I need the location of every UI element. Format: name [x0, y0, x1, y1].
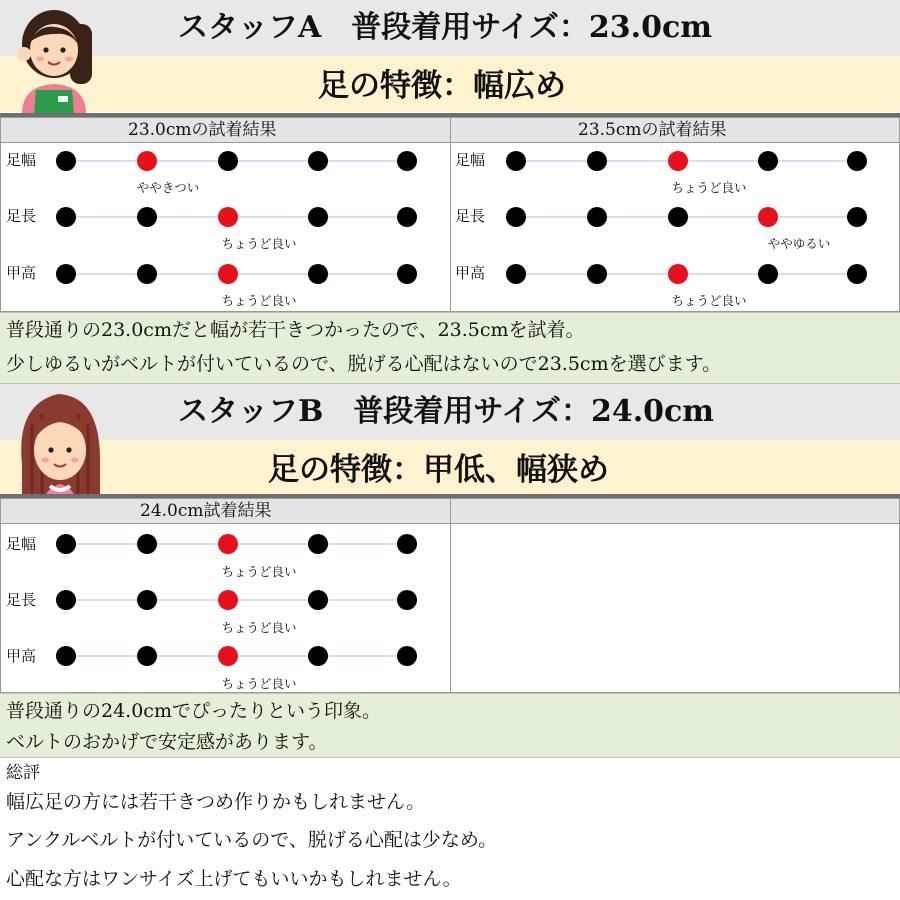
panel-a1-row-2-label: 甲高	[6, 264, 37, 282]
panel-a2-row-2-scale-point-4	[758, 264, 778, 284]
summary-heading: 総評	[6, 763, 40, 783]
panel-b1-row-1-caption: ちょうど良い	[221, 620, 297, 635]
panel-b2	[450, 523, 900, 693]
panel-a2-row-0-label: 足幅	[455, 151, 486, 169]
panel-a1-row-1-scale	[0, 206, 450, 228]
panel-b1-row-0-scale-point-2	[137, 534, 157, 554]
panel-b1-heading: 24.0cm試着結果	[140, 501, 272, 521]
panel-a1-row-1-scale-selected-point-3	[218, 207, 238, 227]
panel-a2-row-1-caption: ややゆるい	[767, 236, 831, 251]
panel-a2-row-2-scale-selected-point-3	[668, 264, 688, 284]
panel-a2-heading: 23.5cmの試着結果	[578, 120, 727, 140]
staff-a-comment-line-0: 普段通りの23.0cmだと幅が若干きつかったので、23.5cmを試着。	[6, 319, 585, 341]
staff-woman-green-apron-icon	[10, 4, 100, 114]
summary-line-2: 心配な方はワンサイズ上げてもいいかもしれません。	[6, 868, 462, 890]
panel-b1-row-0-scale-point-4	[308, 534, 328, 554]
panel-a1-row-0-label: 足幅	[6, 151, 37, 169]
panel-a2-row-0-scale	[450, 150, 900, 172]
panel-a2-row-0-scale-point-4	[758, 151, 778, 171]
panel-a2-row-1-label: 足長	[455, 207, 486, 225]
panel-a2-row-2-scale	[450, 263, 900, 285]
panel-a2-row-1-scale-point-3	[668, 207, 688, 227]
panel-a1-row-0-caption: ややきつい	[136, 180, 200, 195]
panel-a1-row-2-scale-selected-point-3	[218, 264, 238, 284]
panel-a2-row-1-scale-point-5	[847, 207, 867, 227]
panel-b1-row-2-scale-point-4	[308, 646, 328, 666]
panel-b1-row-1-scale	[0, 589, 450, 611]
panel-a1-row-0-scale-point-4	[308, 151, 328, 171]
panel-a1-row-1-scale-point-1	[56, 207, 76, 227]
panel-b1-row-2-caption: ちょうど良い	[221, 676, 297, 691]
panel-b1-row-1-label: 足長	[6, 591, 37, 609]
staff-b-title: スタッフB 普段着用サイズ：24.0cm	[178, 394, 715, 429]
panel-a2-row-0-scale-point-1	[506, 151, 526, 171]
panel-b1-row-1-scale-point-1	[56, 590, 76, 610]
panel-a2-row-2-scale-point-1	[506, 264, 526, 284]
panel-b1-row-0-scale-point-5	[397, 534, 417, 554]
panel-a2-row-2-label: 甲高	[455, 264, 486, 282]
panel-a1-row-0-scale-point-5	[397, 151, 417, 171]
panel-a1-row-0-scale	[0, 150, 450, 172]
staff-b-comment-line-1: ベルトのおかげで安定感があります。	[6, 731, 328, 753]
summary-line-1: アンクルベルトが付いているので、脱げる心配は少なめ。	[6, 829, 498, 851]
panel-a2-row-2-caption: ちょうど良い	[671, 293, 747, 308]
panel-b1-row-2-scale	[0, 645, 450, 667]
panel-b1-row-0-scale-point-1	[56, 534, 76, 554]
panel-a1-row-2-scale	[0, 263, 450, 285]
panel-b1-row-1-scale-selected-point-3	[218, 590, 238, 610]
staff-b-feature: 足の特徴：甲低、幅狭め	[268, 452, 609, 488]
panel-b1-row-0-scale-selected-point-3	[218, 534, 238, 554]
panel-b1-row-2-scale-selected-point-3	[218, 646, 238, 666]
panel-a2-row-0-scale-point-2	[587, 151, 607, 171]
panel-b1-row-0-scale	[0, 533, 450, 555]
panel-a1-row-0-scale-point-1	[56, 151, 76, 171]
panel-a1-row-1-caption: ちょうど良い	[221, 236, 297, 251]
panel-a1-row-1-scale-point-4	[308, 207, 328, 227]
panel-b1-row-1-scale-point-4	[308, 590, 328, 610]
summary-line-0: 幅広足の方には若干きつめ作りかもしれません。	[6, 791, 426, 813]
panel-b1-row-2-label: 甲高	[6, 647, 37, 665]
panel-a2-row-0-scale-point-5	[847, 151, 867, 171]
panel-a1-row-1-scale-point-5	[397, 207, 417, 227]
panel-a2-row-1-scale	[450, 206, 900, 228]
panel-a2-row-0-caption: ちょうど良い	[671, 180, 747, 195]
panel-a1-heading: 23.0cmの試着結果	[128, 120, 277, 140]
staff-a-title: スタッフA 普段着用サイズ：23.0cm	[178, 10, 712, 45]
panel-a1-row-2-scale-point-4	[308, 264, 328, 284]
panel-b1-row-2-scale-point-5	[397, 646, 417, 666]
panel-b1-row-0-caption: ちょうど良い	[221, 564, 297, 579]
panel-a2-row-1-scale-selected-point-4	[758, 207, 778, 227]
panel-a2-row-1-scale-point-1	[506, 207, 526, 227]
staff-a-comment-line-1: 少しゆるいがベルトが付いているので、脱げる心配はないので23.5cmを選びます。	[6, 353, 722, 375]
panel-a2-row-1-scale-point-2	[587, 207, 607, 227]
panel-a1-row-2-scale-point-2	[137, 264, 157, 284]
panel-a1-row-1-label: 足長	[6, 207, 37, 225]
panel-a2-row-0-scale-selected-point-3	[668, 151, 688, 171]
panel-a1-row-2-scale-point-1	[56, 264, 76, 284]
panel-a1-row-2-caption: ちょうど良い	[221, 293, 297, 308]
staff-a-feature: 足の特徴：幅広め	[318, 68, 566, 104]
panel-a2-row-2-scale-point-5	[847, 264, 867, 284]
panel-b1-row-1-scale-point-2	[137, 590, 157, 610]
panel-a1-row-2-scale-point-5	[397, 264, 417, 284]
panel-b1-row-0-label: 足幅	[6, 535, 37, 553]
panel-b1-row-2-scale-point-1	[56, 646, 76, 666]
panel-a1-row-0-scale-selected-point-2	[137, 151, 157, 171]
panel-a1-row-0-scale-point-3	[218, 151, 238, 171]
panel-b1-row-2-scale-point-2	[137, 646, 157, 666]
staff-b-comment-line-0: 普段通りの24.0cmでぴったりという印象。	[6, 700, 381, 722]
panel-a1-row-1-scale-point-2	[137, 207, 157, 227]
panel-a2-row-2-scale-point-2	[587, 264, 607, 284]
panel-b1-row-1-scale-point-5	[397, 590, 417, 610]
panel-b2-header	[450, 498, 900, 524]
